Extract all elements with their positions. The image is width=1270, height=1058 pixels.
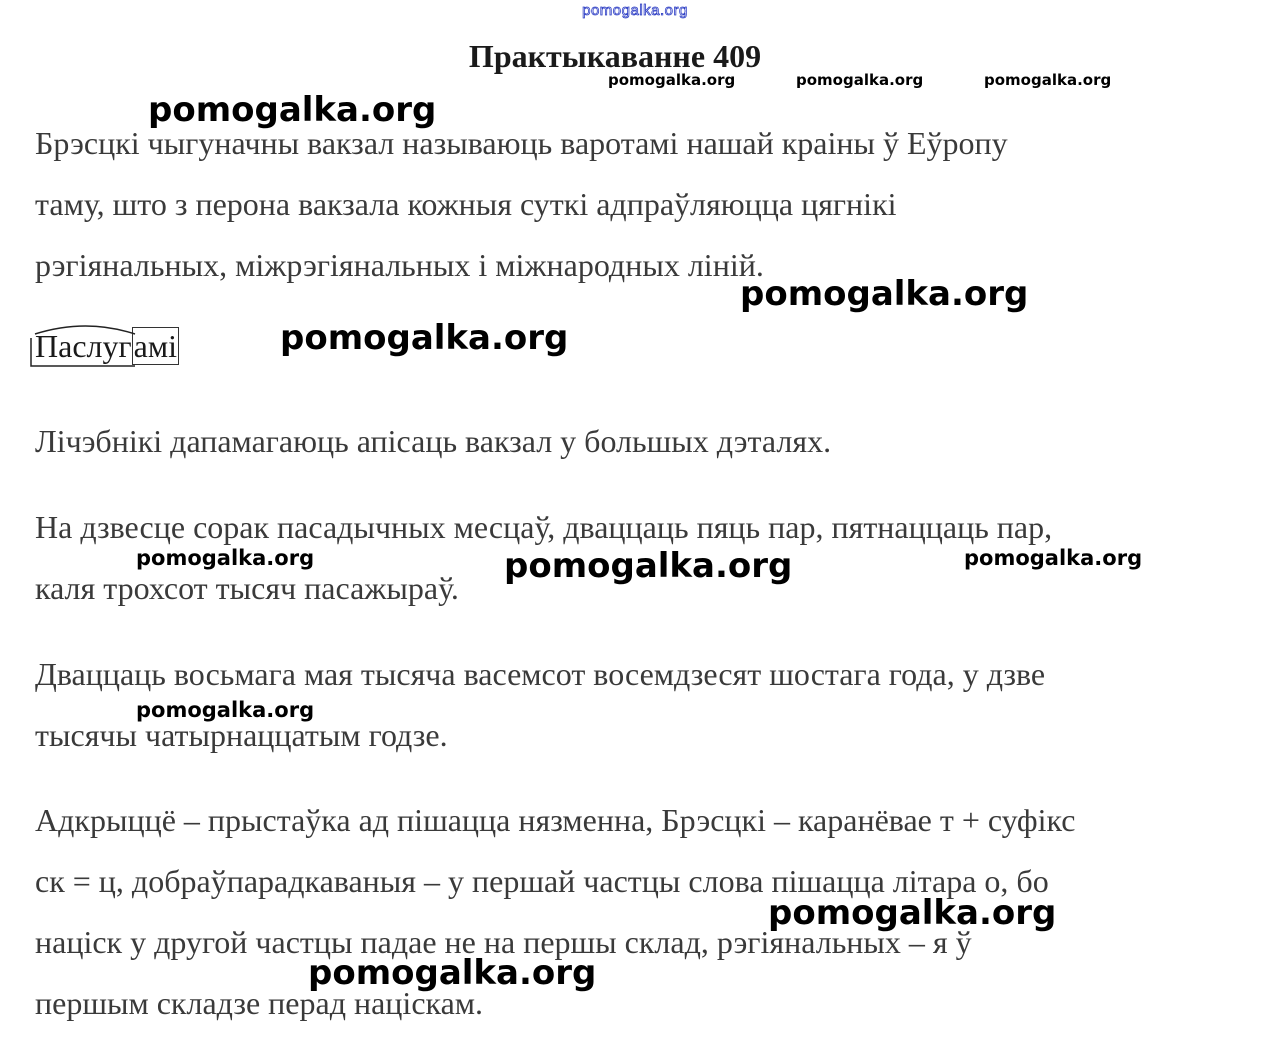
site-mark: pomogalka.org [582,2,688,19]
paragraph-line: Дваццаць восьмага мая тысяча васемсот восемдзесят шостага года, у дзве [35,656,1046,692]
watermark: pomogalka.org [136,546,315,570]
paragraph-line: Брэсцкі чыгуначны вакзал называюць варотамі нашай краіны ў Еўропу [35,125,1008,161]
paragraph-line: ск = ц, добраўпарадкаваныя – у першай частцы слова пішацца літара о, бо [35,863,1049,899]
paragraph-line: націск у другой частцы падае не на першы склад, рэгіянальных – я ў [35,924,972,960]
page-title: Практыкаванне 409 [468,38,762,74]
paragraph-line: Адкрыццё – прыстаўка ад пішацца нязменна, Брэсцкі – каранёвае т + суфікс [35,802,1076,838]
word-root: Паслуг [35,328,132,364]
paragraph-line: Лічэбнікі дапамагаюць апісаць вакзал у большых дэталях. [35,423,832,459]
paragraph-line: На дзвесце сорак пасадычных месцаў, дваццаць пяць пар, пятнаццаць пар, [35,509,1053,545]
morpheme-analysis [35,328,179,365]
watermark: pomogalka.org [796,71,924,89]
paragraph-line: таму, што з перона вакзала кожныя суткі адпраўляюцца цягнікі [35,186,897,222]
paragraph-line: каля трохсот тысяч пасажыраў. [35,570,459,606]
paragraph-line: першым складзе перад націскам. [35,985,484,1021]
watermark: pomogalka.org [768,893,1057,933]
watermark: pomogalka.org [136,698,315,722]
watermark: pomogalka.org [280,318,569,358]
watermark: pomogalka.org [504,546,793,586]
watermark: pomogalka.org [148,90,437,130]
word-suffix: амі [133,328,177,364]
watermark: pomogalka.org [964,546,1143,570]
watermark: pomogalka.org [984,71,1112,89]
paragraph-line: рэгіянальных, міжрэгіянальных і міжнародных ліній. [35,247,764,283]
watermark: pomogalka.org [608,71,736,89]
watermark: pomogalka.org [740,274,1029,314]
watermark: pomogalka.org [308,953,597,993]
paragraph-line: тысячы чатырнаццатым годзе. [35,717,448,753]
